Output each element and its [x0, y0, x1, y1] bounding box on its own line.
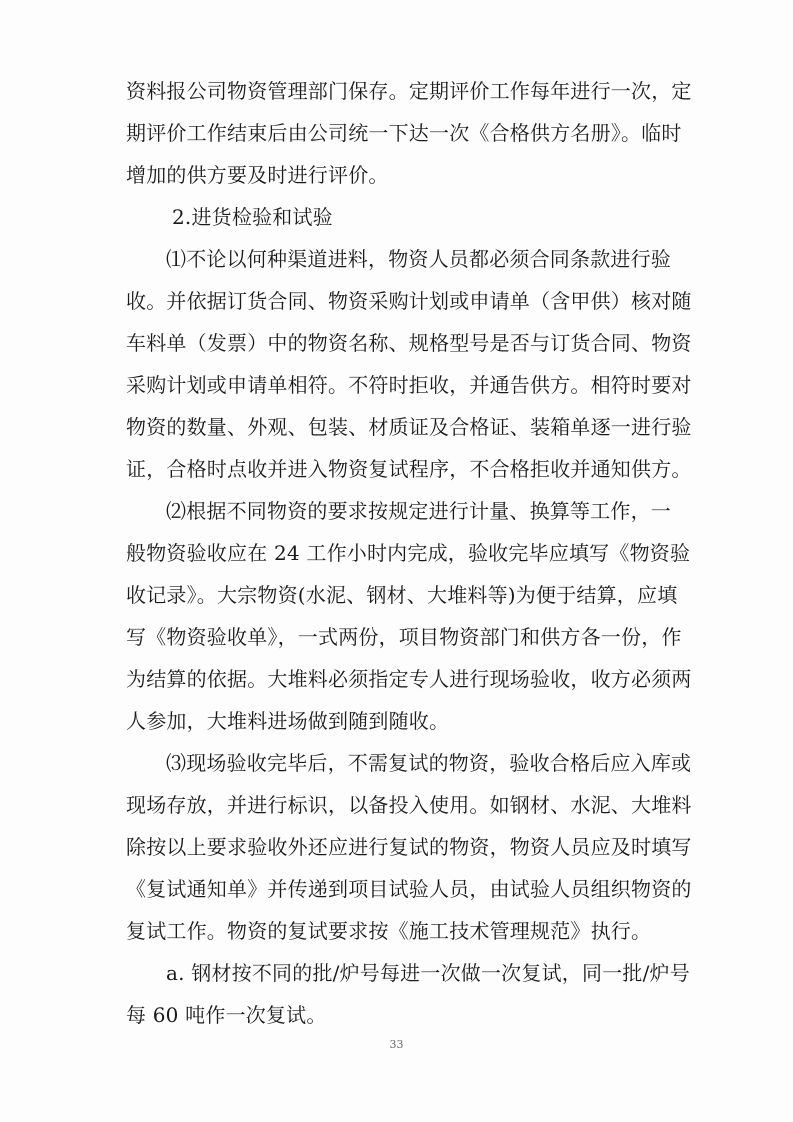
text-line: 增加的供方要及时进行评价。 — [126, 163, 389, 187]
text-line: 采购计划或申请单相符。不符时拒收，并通告供方。相符时要对 — [126, 373, 692, 397]
text-line: 写《物资验收单》，一式两份，项目物资部门和供方各一份，作 — [126, 625, 682, 649]
text-line: 收。并依据订货合同、物资采购计划或申请单（含甲供）核对随 — [126, 289, 692, 313]
paragraph — [126, 238, 692, 490]
text-line: 般物资验收应在 24 工作小时内完成，验收完毕应填写《物资验 — [126, 541, 691, 565]
text-line: ⑶现场验收完毕后，不需复试的物资，验收合格后应入库或 — [166, 751, 692, 775]
text-line: 资料报公司物资管理部门保存。定期评价工作每年进行一次，定 — [126, 79, 692, 103]
text-line: 人参加，大堆料进场做到随到随收。 — [126, 709, 450, 733]
text-line: 复试工作。物资的复试要求按《施工技术管理规范》执行。 — [126, 919, 652, 943]
text-line: 除按以上要求验收外还应进行复试的物资，物资人员应及时填写 — [126, 835, 692, 859]
page-body — [126, 70, 692, 1036]
page-number: 33 — [389, 1038, 404, 1051]
text-line: ⑵根据不同物资的要求按规定进行计量、换算等工作，一 — [166, 499, 671, 523]
text-line: 《复试通知单》并传递到项目试验人员，由试验人员组织物资的 — [126, 877, 692, 901]
text-line: 为结算的依据。大堆料必须指定专人进行现场验收，收方必须两 — [126, 667, 692, 691]
text-line: 期评价工作结束后由公司统一下达一次《合格供方名册》。临时 — [126, 121, 682, 145]
text-line: ⑴不论以何种渠道进料，物资人员都必须合同条款进行验 — [166, 247, 671, 271]
text-line: 证，合格时点收并进入物资复试程序，不合格拒收并通知供方。 — [126, 457, 692, 481]
text-line: 收记录》。大宗物资(水泥、钢材、大堆料等)为便于结算，应填 — [126, 583, 678, 607]
section-heading: 2.进货检验和试验 — [172, 205, 333, 229]
text-line: 物资的数量、外观、包装、材质证及合格证、装箱单逐一进行验 — [126, 415, 692, 439]
paragraph — [126, 952, 690, 1036]
text-line: a. 钢材按不同的批/炉号每进一次做一次复试，同一批/炉号 — [166, 961, 690, 985]
paragraph — [126, 490, 692, 742]
paragraph — [126, 70, 692, 196]
text-line: 现场存放，并进行标识，以备投入使用。如钢材、水泥、大堆料 — [126, 793, 692, 817]
text-line: 每 60 吨作一次复试。 — [126, 1003, 327, 1027]
paragraph — [126, 742, 692, 952]
text-line: 车料单（发票）中的物资名称、规格型号是否与订货合同、物资 — [126, 331, 692, 355]
